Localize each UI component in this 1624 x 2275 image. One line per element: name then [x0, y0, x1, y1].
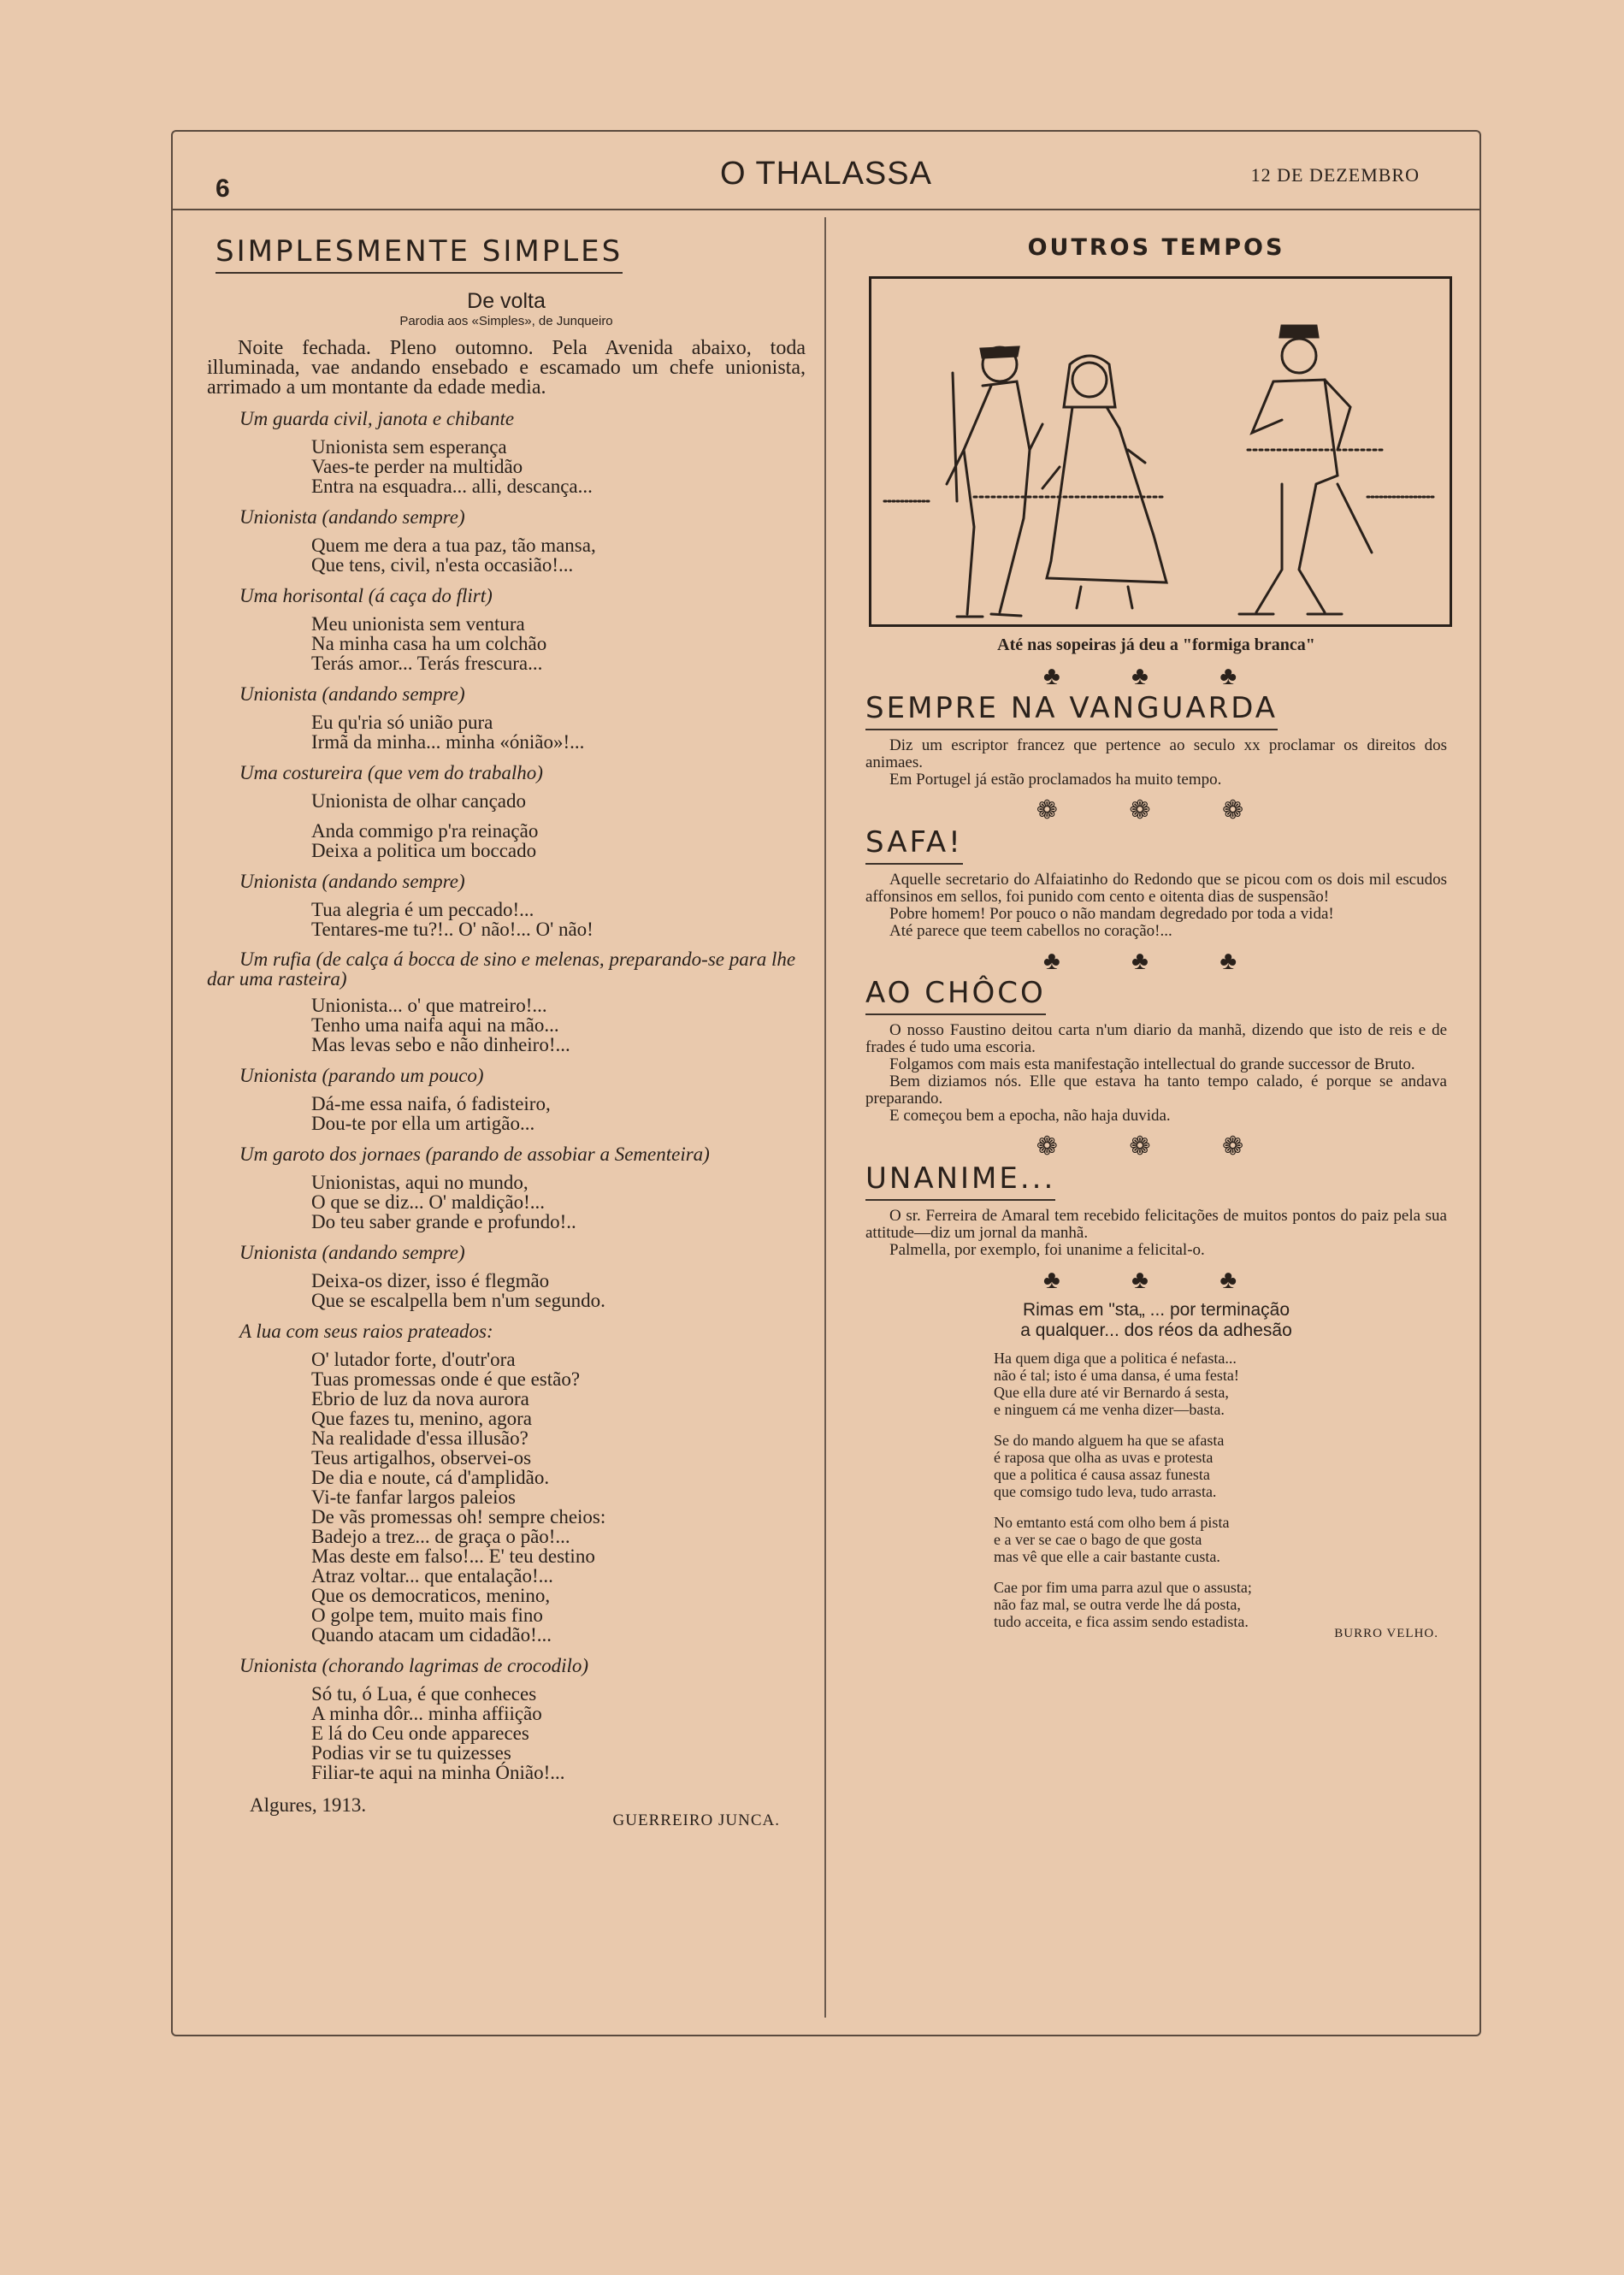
stanza-line: que comsigo tudo leva, tudo arrasta. [994, 1483, 1217, 1500]
stanza [994, 1350, 1447, 1418]
masthead: O THALASSA [720, 156, 932, 192]
verse-line: Dou-te por ella um artigão... [311, 1113, 535, 1134]
verse-block [311, 996, 806, 1055]
vanguarda-text [865, 737, 1447, 789]
stanza-line: mas vê que elle a cair bastante custa. [994, 1548, 1220, 1565]
paragraph: Até parece que teem cabellos no coração!... [889, 922, 1172, 940]
verse-line: Anda commigo p'ra reinação [311, 820, 539, 842]
verse-line: Podias vir se tu quizesses [311, 1742, 511, 1764]
stanza-line: e ninguem cá me venha dizer—basta. [994, 1401, 1225, 1418]
verse-block [311, 712, 806, 752]
stanza-line: não é tal; isto é uma dansa, é uma festa! [994, 1367, 1239, 1384]
verse-line: O' lutador forte, d'outr'ora [311, 1349, 516, 1370]
verse-line: Que se escalpella bem n'um segundo. [311, 1290, 605, 1311]
verse-line: O golpe tem, muito mais fino [311, 1604, 543, 1626]
stanza-line: tudo acceita, e fica assim sendo estadista. [994, 1613, 1249, 1630]
page-number: 6 [216, 174, 230, 203]
right-column [865, 234, 1447, 1641]
verse-line: De vãs promessas oh! sempre cheios: [311, 1506, 606, 1528]
verse-line: Unionista sem esperança [311, 436, 507, 458]
verse-line: O que se diz... O' maldição!... [311, 1191, 546, 1213]
clubs-ornament: ♣ ♣ ♣ [1042, 1266, 1270, 1294]
verse-line: Tenho uma naifa aqui na mão... [311, 1014, 559, 1036]
speaker: Um garoto dos jornaes (parando de assobiar a Sementeira) [239, 1143, 710, 1165]
verse-line: Tentares-me tu?!.. O' não!... O' não! [311, 919, 593, 940]
paragraph: O sr. Ferreira de Amaral tem recebido felicitações de muitos pontos do paiz pela sua attitude—diz um jornal da manhã. [865, 1207, 1447, 1242]
verse-line: Tua alegria é um peccado!... [311, 899, 534, 920]
poem-author: GUERREIRO JUNCA. [612, 1811, 780, 1829]
cartoon-illustration [869, 276, 1452, 627]
verse-line: Que os democraticos, menino, [311, 1585, 551, 1606]
speaker: Um guarda civil, janota e chibante [239, 408, 515, 429]
verse-line: Que tens, civil, n'esta occasião!... [311, 554, 574, 576]
speaker: A lua com seus raios prateados: [239, 1321, 493, 1342]
clubs-ornament: ♣ ♣ ♣ [1042, 947, 1270, 975]
paragraph: Diz um escriptor francez que pertence ao seculo xx proclamar os direitos dos animaes. [865, 736, 1447, 771]
cartoon-caption: Até nas sopeiras já deu a "formiga branca" [997, 635, 1315, 654]
cartoon-drawing [871, 279, 1450, 624]
verse-block [311, 1350, 806, 1645]
verse-block [311, 1684, 806, 1782]
paragraph: E começou bem a epocha, não haja duvida. [889, 1107, 1171, 1125]
paragraph: Em Portugel já estão proclamados ha muito tempo. [889, 771, 1222, 789]
poem-intro: Noite fechada. Pleno outomno. Pela Avenida abaixo, toda illuminada, vae andando ensebado e escamado um chefe unionista, arrimado a um montante da edade media. [207, 337, 806, 399]
choco-text [865, 1022, 1447, 1125]
poem-title: SIMPLESMENTE SIMPLES [216, 234, 623, 274]
verse-line: Teus artigalhos, observei-os [311, 1447, 532, 1468]
verse-line: Quando atacam um cidadão!... [311, 1624, 552, 1646]
unanime-title: UNANIME... [865, 1161, 1055, 1201]
stanza-line: Ha quem diga que a politica é nefasta... [994, 1350, 1237, 1367]
rimas-heading-line: Rimas em "sta„ ... por terminação [1022, 1300, 1290, 1320]
paragraph: Palmella, por exemplo, foi unanime a felicital-o. [889, 1241, 1205, 1259]
verse-block [311, 791, 806, 860]
page-header [173, 132, 1479, 210]
choco-title: AO CHÔCO [865, 976, 1046, 1015]
verse-line: Só tu, ó Lua, é que conheces [311, 1683, 537, 1705]
verse-line: Mas levas sebo e não dinheiro!... [311, 1034, 570, 1055]
flowers-ornament: ❁ ❁ ❁ [1036, 1132, 1277, 1161]
flowers-ornament: ❁ ❁ ❁ [1036, 796, 1277, 824]
speaker: Um rufia (de calça á bocca de sino e melenas, preparando-se para lhe dar uma rasteira) [207, 948, 796, 990]
poem-place-date: Algures, 1913. [250, 1794, 367, 1816]
verse-line: De dia e noute, cá d'amplidão. [311, 1467, 550, 1488]
speaker: Unionista (andando sempre) [239, 871, 465, 892]
verse-line: Quem me dera a tua paz, tão mansa, [311, 535, 596, 556]
stanza-line: Que ella dure até vir Bernardo á sesta, [994, 1384, 1229, 1401]
verse-line: Deixa a politica um boccado [311, 840, 537, 861]
verse-line: Mas deste em falso!... E' teu destino [311, 1545, 595, 1567]
cartoon-title: OUTROS TEMPOS [1027, 234, 1285, 261]
left-column [207, 234, 806, 1830]
safa-text [865, 872, 1447, 940]
rimas-heading [865, 1300, 1447, 1341]
rimas-heading-line: a qualquer... dos réos da adhesão [1020, 1321, 1292, 1340]
stanza [994, 1432, 1447, 1500]
vanguarda-title: SEMPRE NA VANGUARDA [865, 691, 1278, 730]
speaker: Uma horisontal (á caça do flirt) [239, 585, 493, 606]
verse-line: Entra na esquadra... alli, descança... [311, 476, 593, 497]
paragraph: O nosso Faustino deitou carta n'um diario da manhã, dizendo que isto de reis e de frades é tudo uma escoria. [865, 1021, 1447, 1056]
poem-subsubtitle: Parodia aos «Simples», de Junqueiro [399, 314, 613, 328]
verse-line: Dá-me essa naifa, ó fadisteiro, [311, 1093, 551, 1114]
verse-block [311, 535, 806, 575]
clubs-ornament: ♣ ♣ ♣ [1042, 662, 1270, 690]
stanza-line: No emtanto está com olho bem á pista [994, 1514, 1230, 1531]
stanza [994, 1514, 1447, 1565]
stanza-line: Se do mando alguem ha que se afasta [994, 1432, 1225, 1449]
column-divider [824, 217, 826, 2018]
verse-line: Do teu saber grande e profundo!.. [311, 1211, 576, 1232]
verse-block [311, 900, 806, 939]
speaker: Unionista (andando sempre) [239, 1242, 465, 1263]
verse-line: Terás amor... Terás frescura... [311, 653, 543, 674]
paragraph: Pobre homem! Por pouco o não mandam degredado por toda a vida! [889, 905, 1334, 923]
verse-block [311, 1173, 806, 1232]
verse-line: Atraz voltar... que entalação!... [311, 1565, 553, 1587]
speaker: Unionista (chorando lagrimas de crocodilo) [239, 1655, 589, 1676]
speaker: Unionista (parando um pouco) [239, 1065, 484, 1086]
unanime-text [865, 1208, 1447, 1259]
verse-line: Meu unionista sem ventura [311, 613, 525, 635]
verse-block [311, 1094, 806, 1133]
verse-line: Unionistas, aqui no mundo, [311, 1172, 529, 1193]
speaker: Uma costureira (que vem do trabalho) [239, 762, 543, 783]
speaker: Unionista (andando sempre) [239, 683, 465, 705]
stanza-line: e a ver se cae o bago de que gosta [994, 1531, 1202, 1548]
verse-line: Deixa-os dizer, isso é flegmão [311, 1270, 550, 1291]
verse-block [311, 437, 806, 496]
verse-line: Ebrio de luz da nova aurora [311, 1388, 529, 1409]
verse-line: Eu qu'ria só união pura [311, 712, 493, 733]
stanza [994, 1579, 1447, 1630]
verse-block [311, 1271, 806, 1310]
verse-line: Filiar-te aqui na minha Ónião!... [311, 1762, 565, 1783]
newspaper-page [171, 130, 1481, 2036]
verse-line: Na minha casa ha um colchão [311, 633, 547, 654]
verse-line: Vaes-te perder na multidão [311, 456, 523, 477]
safa-title: SAFA! [865, 825, 963, 865]
stanza-line: que a politica é causa assaz funesta [994, 1466, 1210, 1483]
stanza-line: não faz mal, se outra verde lhe dá posta, [994, 1596, 1241, 1613]
verse-line: Vi-te fanfar largos paleios [311, 1486, 516, 1508]
stanza-line: Cae por fim uma parra azul que o assusta; [994, 1579, 1252, 1596]
verse-line: Unionista... o' que matreiro!... [311, 995, 547, 1016]
verse-line: Tuas promessas onde é que estão? [311, 1368, 581, 1390]
verse-line: A minha dôr... minha affiição [311, 1703, 542, 1724]
paragraph: Folgamos com mais esta manifestação intellectual do grande successor de Bruto. [889, 1055, 1415, 1073]
verse-line: Na realidade d'essa illusão? [311, 1427, 529, 1449]
stanza-line: é raposa que olha as uvas e protesta [994, 1449, 1214, 1466]
paragraph: Bem diziamos nós. Elle que estava ha tanto tempo calado, é porque se andava preparando. [865, 1072, 1447, 1108]
issue-date: 12 DE DEZEMBRO [1250, 164, 1420, 186]
verse-line: Badejo a trez... de graça o pão!... [311, 1526, 570, 1547]
verse-line: Que fazes tu, menino, agora [311, 1408, 533, 1429]
verse-line: Unionista de olhar cançado [311, 790, 526, 812]
rimas-author: BURRO VELHO. [1334, 1627, 1438, 1640]
speaker: Unionista (andando sempre) [239, 506, 465, 528]
paragraph: Aquelle secretario do Alfaiatinho do Redondo que se picou com os dois mil escudos affonsinos em sellos, foi punido com cento e oitenta dias de suspensão! [865, 871, 1447, 906]
verse-block [311, 614, 806, 673]
verse-line: E lá do Ceu onde appareces [311, 1722, 529, 1744]
poem-subtitle: De volta [467, 289, 546, 313]
verse-line: Irmã da minha... minha «ónião»!... [311, 731, 585, 753]
